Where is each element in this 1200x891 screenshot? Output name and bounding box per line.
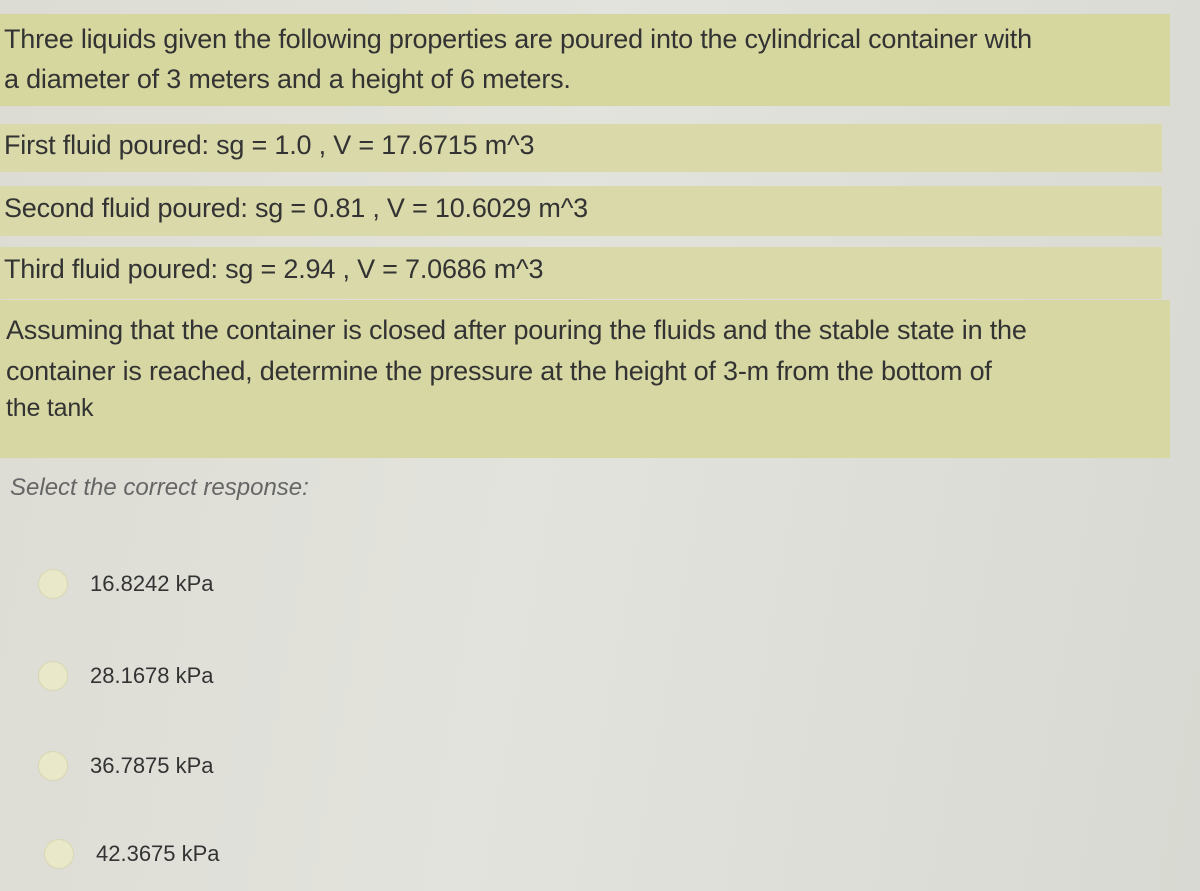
radio-button[interactable] [38, 569, 68, 599]
radio-button[interactable] [44, 839, 74, 869]
answer-option-3[interactable] [38, 748, 214, 784]
intro-line-2: a diameter of 3 meters and a height of 6 meters. [4, 64, 571, 94]
fluid-2-text: Second fluid poured: sg = 0.81 , V = 10.6029 m^3 [4, 193, 588, 223]
answer-label: 16.8242 kPa [90, 571, 214, 596]
select-prompt: Select the correct response: [10, 474, 309, 501]
fluid-3-text: Third fluid poured: sg = 2.94 , V = 7.0686 m^3 [4, 254, 544, 284]
radio-button[interactable] [38, 661, 68, 691]
radio-button[interactable] [38, 751, 68, 781]
answer-label: 36.7875 kPa [90, 753, 214, 778]
answer-label: 28.1678 kPa [90, 663, 214, 688]
question-line-1: Assuming that the container is closed after pouring the fluids and the stable state in the [6, 315, 1027, 345]
answer-option-2[interactable] [38, 658, 214, 694]
fluid-1-text: First fluid poured: sg = 1.0 , V = 17.6715 m^3 [4, 130, 535, 160]
answer-label: 42.3675 kPa [96, 841, 220, 866]
question-line-2: container is reached, determine the pressure at the height of 3-m from the bottom of [6, 356, 992, 386]
answer-option-1[interactable] [38, 566, 214, 602]
intro-line-1: Three liquids given the following properties are poured into the cylindrical container with [4, 24, 1032, 54]
answer-option-4[interactable] [44, 836, 220, 872]
question-line-3: the tank [6, 394, 94, 422]
